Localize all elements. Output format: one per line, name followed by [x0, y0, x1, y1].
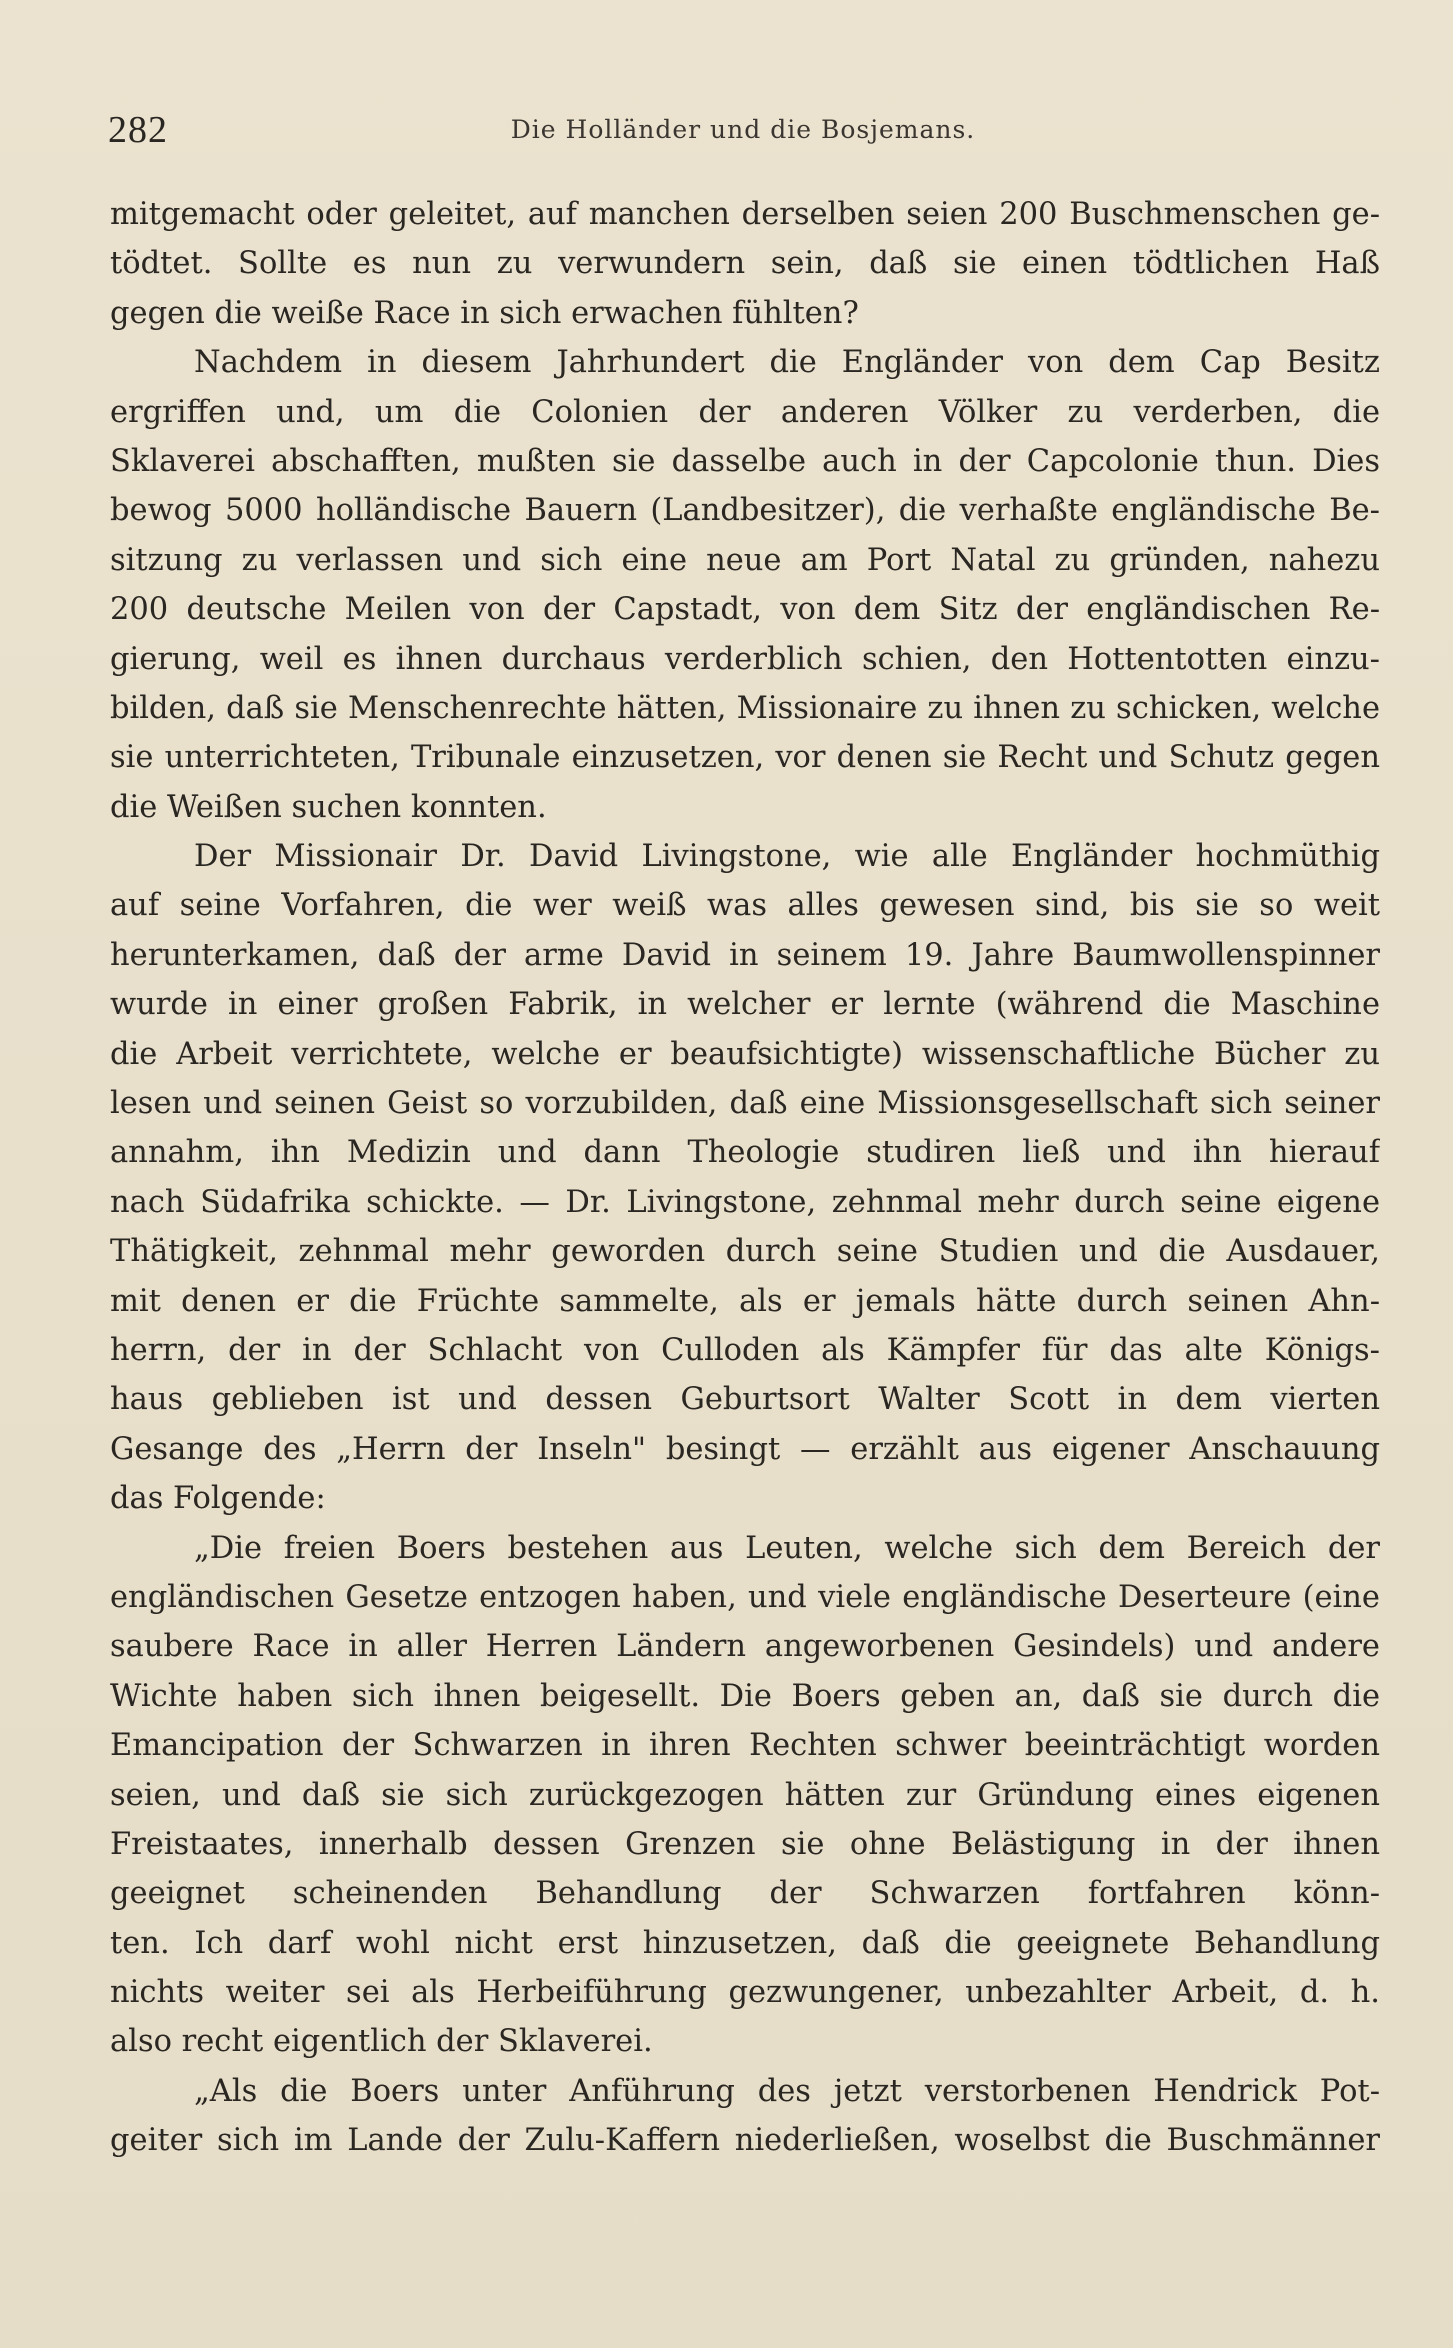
text-line: gierung, weil es ihnen durchaus verderblich schien, den Hottentotten einzu- — [110, 641, 1380, 677]
text-line: also recht eigentlich der Sklaverei. — [110, 2024, 653, 2060]
text-line: Wichte haben sich ihnen beigesellt. Die Boers geben an, daß sie durch die — [110, 1678, 1380, 1714]
text-line: die Weißen suchen konnten. — [110, 789, 547, 825]
text-line: Sklaverei abschafften, mußten sie dasselbe auch in der Capcolonie thun. Dies — [110, 443, 1380, 479]
text-line: seien, und daß sie sich zurückgezogen hätten zur Gründung eines eigenen — [110, 1777, 1380, 1813]
text-line: annahm, ihn Medizin und dann Theologie studiren ließ und ihn hierauf — [110, 1135, 1380, 1171]
text-line: „Die freien Boers bestehen aus Leuten, welche sich dem Bereich der — [194, 1530, 1380, 1566]
text-line: sitzung zu verlassen und sich eine neue am Port Natal zu gründen, nahezu — [110, 542, 1380, 578]
text-line: Der Missionair Dr. David Livingstone, wie alle Engländer hochmüthig — [194, 839, 1380, 875]
text-line: wurde in einer großen Fabrik, in welcher er lernte (während die Maschine — [110, 987, 1380, 1023]
text-line: 200 deutsche Meilen von der Capstadt, von dem Sitz der engländischen Re- — [110, 592, 1380, 628]
text-line: geeignet scheinenden Behandlung der Schwarzen fortfahren könn- — [110, 1876, 1380, 1912]
text-line: Emancipation der Schwarzen in ihren Rechten schwer beeinträchtigt worden — [110, 1728, 1380, 1764]
text-line: ten. Ich darf wohl nicht erst hinzusetzen, daß die geeignete Behandlung — [110, 1925, 1380, 1961]
text-line: herunterkamen, daß der arme David in seinem 19. Jahre Baumwollenspinner — [110, 937, 1380, 973]
text-line: Thätigkeit, zehnmal mehr geworden durch seine Studien und die Ausdauer, — [110, 1234, 1380, 1270]
text-line: sie unterrichteten, Tribunale einzusetzen, vor denen sie Recht und Schutz gegen — [110, 740, 1380, 776]
text-line: gegen die weiße Race in sich erwachen fühlten? — [110, 295, 859, 331]
text-line: mitgemacht oder geleitet, auf manchen derselben seien 200 Buschmenschen ge- — [110, 197, 1380, 232]
text-line: nach Südafrika schickte. — Dr. Livingstone, zehnmal mehr durch seine eigene — [110, 1184, 1380, 1220]
text-line: bilden, daß sie Menschenrechte hätten, Missionaire zu ihnen zu schicken, welche — [110, 690, 1380, 726]
text-line: bewog 5000 holländische Bauern (Landbesitzer), die verhaßte engländische Be- — [110, 493, 1380, 529]
text-line: tödtet. Sollte es nun zu verwundern sein, daß sie einen tödtlichen Haß — [110, 246, 1380, 282]
text-line: „Als die Boers unter Anführung des jetzt verstorbenen Hendrick Pot- — [194, 2073, 1380, 2109]
text-line: geiter sich im Lande der Zulu-Kaffern niederließen, woselbst die Buschmänner — [110, 2123, 1380, 2159]
text-line: das Folgende: — [110, 1481, 326, 1517]
text-line: mit denen er die Früchte sammelte, als er jemals hätte durch seinen Ahn- — [110, 1283, 1380, 1319]
text-line: nichts weiter sei als Herbeiführung gezwungener, unbezahlter Arbeit, d. h. — [110, 1975, 1380, 2011]
running-title: Die Holländer und die Bosjemans. — [510, 115, 976, 144]
text-line: herrn, der in der Schlacht von Culloden als Kämpfer für das alte Königs- — [110, 1332, 1380, 1368]
text-line: Freistaates, innerhalb dessen Grenzen sie ohne Belästigung in der ihnen — [110, 1826, 1380, 1862]
text-line: lesen und seinen Geist so vorzubilden, daß eine Missionsgesellschaft sich seiner — [110, 1086, 1380, 1122]
text-line: saubere Race in aller Herren Ländern angeworbenen Gesindels) und andere — [110, 1629, 1380, 1665]
text-line: engländischen Gesetze entzogen haben, und viele engländische Deserteure (eine — [110, 1579, 1380, 1615]
page-header — [108, 100, 1378, 160]
page-number: 282 — [108, 109, 168, 151]
text-line: Nachdem in diesem Jahrhundert die Engländer von dem Cap Besitz — [194, 345, 1380, 381]
body-text — [110, 190, 1380, 2166]
text-line: auf seine Vorfahren, die wer weiß was alles gewesen sind, bis sie so weit — [110, 888, 1380, 924]
text-line: haus geblieben ist und dessen Geburtsort Walter Scott in dem vierten — [110, 1382, 1380, 1418]
text-line: die Arbeit verrichtete, welche er beaufsichtigte) wissenschaftliche Bücher zu — [110, 1036, 1380, 1072]
text-line: ergriffen und, um die Colonien der anderen Völker zu verderben, die — [110, 394, 1380, 430]
text-line: Gesange des „Herrn der Inseln" besingt — erzählt aus eigener Anschauung — [110, 1431, 1380, 1467]
